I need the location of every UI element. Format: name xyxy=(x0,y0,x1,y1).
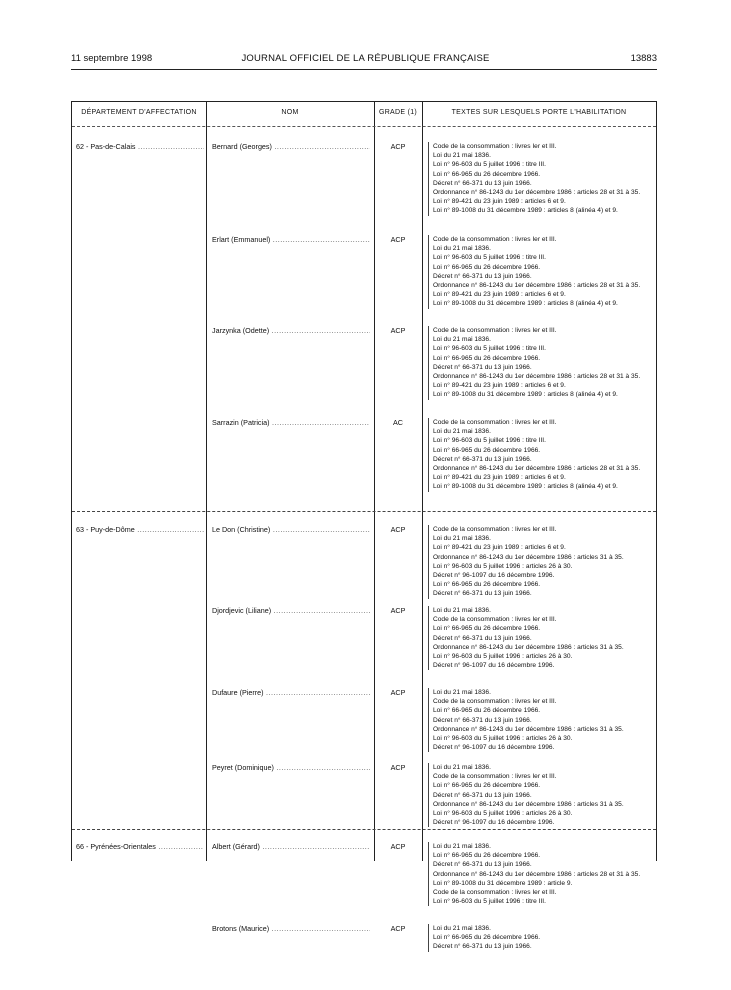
habilitation-text-line: Loi n° 96-603 du 5 juillet 1996 : titre III. xyxy=(433,898,546,906)
agent-name: Brotons (Maurice) ..... xyxy=(212,924,370,933)
habilitation-text-line: Loi du 21 mai 1836. xyxy=(433,925,491,932)
departement-label: 62 - Pas-de-Calais ..... xyxy=(76,142,204,151)
habilitation-text-line: Loi n° 96-603 du 5 juillet 1996 : titre III. xyxy=(433,437,546,445)
habilitation-texts xyxy=(428,326,655,400)
habilitation-text-line: Ordonnance n° 86-1243 du 1er décembre 1986 : articles 31 à 35. xyxy=(433,553,624,561)
habilitation-text-line: Loi n° 89-421 du 23 juin 1989 : articles 6 et 9. xyxy=(433,198,566,206)
habilitation-text-line: Loi du 21 mai 1836. xyxy=(433,607,491,614)
habilitation-text-line: Loi n° 66-965 du 26 décembre 1966. xyxy=(433,446,541,454)
habilitation-text-line: Loi n° 96-603 du 5 juillet 1996 : titre III. xyxy=(433,161,546,169)
section-separator xyxy=(72,511,656,512)
habilitation-text-line: Loi du 21 mai 1836. xyxy=(433,689,491,696)
habilitation-text-line: Loi n° 96-603 du 5 juillet 1996 : articles 26 à 30. xyxy=(433,653,573,661)
agent-grade: ACP xyxy=(390,924,406,933)
habilitation-text-line: Décret n° 66-371 du 13 juin 1966. xyxy=(433,363,532,371)
habilitation-text-line: Loi n° 66-965 du 26 décembre 1966. xyxy=(433,934,541,942)
habilitation-table xyxy=(71,101,657,951)
habilitation-text-line: Décret n° 66-371 du 13 juin 1966. xyxy=(433,634,532,642)
habilitation-text-line: Loi n° 89-421 du 23 juin 1989 : articles 6 et 9. xyxy=(433,474,566,482)
departement-label: 63 - Puy-de-Dôme ..... xyxy=(76,525,204,534)
habilitation-text-line: Loi n° 66-965 du 26 décembre 1966. xyxy=(433,170,541,178)
departement-label: 66 - Pyrénées-Orientales ..... xyxy=(76,842,204,851)
column-divider xyxy=(422,101,423,861)
habilitation-text-line: Code de la consommation : livres Ier et III. xyxy=(433,327,557,334)
agent-name: Erlart (Emmanuel) ..... xyxy=(212,235,370,244)
habilitation-text-line: Code de la consommation : livres Ier et III. xyxy=(433,419,557,426)
habilitation-text-line: Loi du 21 mai 1836. xyxy=(433,428,491,436)
habilitation-text-line: Loi n° 66-965 du 26 décembre 1966. xyxy=(433,782,541,790)
column-header-departement: DÉPARTEMENT D'AFFECTATION xyxy=(81,109,197,116)
habilitation-text-line: Décret n° 66-371 du 13 juin 1966. xyxy=(433,943,532,951)
habilitation-text-line: Ordonnance n° 86-1243 du 1er décembre 1986 : articles 28 et 31 à 35. xyxy=(433,465,641,473)
header-separator xyxy=(72,126,656,127)
header-title: JOURNAL OFFICIEL DE LA RÉPUBLIQUE FRANÇAISE xyxy=(241,53,490,64)
habilitation-text-line: Code de la consommation : livres Ier et III. xyxy=(433,236,557,243)
habilitation-text-line: Code de la consommation : livres Ier et III. xyxy=(433,143,557,150)
habilitation-text-line: Ordonnance n° 86-1243 du 1er décembre 1986 : articles 31 à 35. xyxy=(433,800,624,808)
agent-name: Bernard (Georges) ..... xyxy=(212,142,370,151)
habilitation-texts xyxy=(428,418,655,492)
habilitation-text-line: Ordonnance n° 86-1243 du 1er décembre 1986 : articles 31 à 35. xyxy=(433,643,624,651)
habilitation-text-line: Loi n° 66-965 du 26 décembre 1966. xyxy=(433,852,541,860)
habilitation-text-line: Loi n° 89-1008 du 31 décembre 1989 : articles 8 (alinéa 4) et 9. xyxy=(433,300,618,308)
habilitation-text-line: Loi du 21 mai 1836. xyxy=(433,336,491,344)
column-divider xyxy=(374,101,375,861)
habilitation-text-line: Loi n° 89-1008 du 31 décembre 1989 : article 9. xyxy=(433,879,573,887)
habilitation-text-line: Ordonnance n° 86-1243 du 1er décembre 1986 : articles 31 à 35. xyxy=(433,725,624,733)
habilitation-texts xyxy=(428,688,655,752)
habilitation-text-line: Décret n° 66-371 du 13 juin 1966. xyxy=(433,716,532,724)
agent-grade: ACP xyxy=(390,326,406,335)
habilitation-text-line: Code de la consommation : livres Ier et III. xyxy=(433,698,557,706)
habilitation-text-line: Code de la consommation : livres Ier et III. xyxy=(433,773,557,781)
habilitation-texts xyxy=(428,235,655,309)
habilitation-text-line: Décret n° 96-1097 du 16 décembre 1996. xyxy=(433,662,555,670)
habilitation-text-line: Décret n° 66-371 du 13 juin 1966. xyxy=(433,272,532,280)
habilitation-text-line: Ordonnance n° 86-1243 du 1er décembre 1986 : articles 28 et 31 à 35. xyxy=(433,282,641,290)
agent-grade: ACP xyxy=(390,688,406,697)
table-top-rule xyxy=(72,101,656,102)
agent-grade: ACP xyxy=(390,142,406,151)
habilitation-text-line: Loi n° 89-421 du 23 juin 1989 : articles 6 et 9. xyxy=(433,544,566,552)
habilitation-text-line: Loi n° 66-965 du 26 décembre 1966. xyxy=(433,581,541,589)
agent-name: Le Don (Christine) ..... xyxy=(212,525,370,534)
habilitation-text-line: Loi n° 89-421 du 23 juin 1989 : articles 6 et 9. xyxy=(433,382,566,390)
column-divider xyxy=(206,101,207,861)
habilitation-text-line: Loi n° 96-603 du 5 juillet 1996 : titre III. xyxy=(433,345,546,353)
habilitation-text-line: Décret n° 66-371 du 13 juin 1966. xyxy=(433,179,532,187)
header-page-number: 13883 xyxy=(630,53,657,64)
habilitation-text-line: Décret n° 66-371 du 13 juin 1966. xyxy=(433,455,532,463)
habilitation-text-line: Loi n° 89-1008 du 31 décembre 1989 : articles 8 (alinéa 4) et 9. xyxy=(433,483,618,491)
agent-name: Albert (Gérard) ..... xyxy=(212,842,370,851)
habilitation-text-line: Loi n° 66-965 du 26 décembre 1966. xyxy=(433,354,541,362)
agent-name: Peyret (Dominique) ..... xyxy=(212,763,370,772)
habilitation-text-line: Loi n° 96-603 du 5 juillet 1996 : titre III. xyxy=(433,254,546,262)
habilitation-text-line: Décret n° 96-1097 du 16 décembre 1996. xyxy=(433,819,555,827)
agent-name: Djordjevic (Liliane) ..... xyxy=(212,606,370,615)
habilitation-texts xyxy=(428,142,655,216)
habilitation-text-line: Loi n° 96-603 du 5 juillet 1996 : articles 26 à 30. xyxy=(433,562,573,570)
column-header-nom: NOM xyxy=(281,109,299,116)
habilitation-text-line: Loi n° 66-965 du 26 décembre 1966. xyxy=(433,707,541,715)
agent-name: Jarzynka (Odette) ..... xyxy=(212,326,370,335)
habilitation-text-line: Loi n° 96-603 du 5 juillet 1996 : articles 26 à 30. xyxy=(433,810,573,818)
agent-name: Sarrazin (Patricia) ..... xyxy=(212,418,370,427)
habilitation-texts xyxy=(428,606,655,670)
header-rule xyxy=(71,69,657,70)
habilitation-text-line: Loi n° 89-421 du 23 juin 1989 : articles 6 et 9. xyxy=(433,291,566,299)
habilitation-text-line: Code de la consommation : livres Ier et III. xyxy=(433,526,557,533)
habilitation-text-line: Loi du 21 mai 1836. xyxy=(433,843,491,850)
habilitation-text-line: Décret n° 66-371 du 13 juin 1966. xyxy=(433,791,532,799)
habilitation-text-line: Décret n° 66-371 du 13 juin 1966. xyxy=(433,861,532,869)
agent-grade: ACP xyxy=(390,525,406,534)
agent-grade: ACP xyxy=(390,842,406,851)
agent-grade: ACP xyxy=(390,606,406,615)
habilitation-text-line: Loi du 21 mai 1836. xyxy=(433,245,491,253)
agent-grade: AC xyxy=(393,418,403,427)
habilitation-text-line: Décret n° 96-1097 du 16 décembre 1996. xyxy=(433,572,555,580)
agent-name: Dufaure (Pierre) ..... xyxy=(212,688,370,697)
habilitation-text-line: Ordonnance n° 86-1243 du 1er décembre 1986 : articles 28 et 31 à 35. xyxy=(433,373,641,381)
agent-grade: ACP xyxy=(390,763,406,772)
habilitation-text-line: Décret n° 66-371 du 13 juin 1966. xyxy=(433,590,532,598)
habilitation-texts xyxy=(428,842,655,906)
habilitation-text-line: Code de la consommation : livres Ier et III. xyxy=(433,889,557,897)
habilitation-text-line: Ordonnance n° 86-1243 du 1er décembre 1986 : articles 28 et 31 à 35. xyxy=(433,870,641,878)
column-header-textes: TEXTES SUR LESQUELS PORTE L'HABILITATION xyxy=(451,109,627,116)
column-header-grade: GRADE (1) xyxy=(378,109,418,116)
habilitation-text-line: Loi n° 96-603 du 5 juillet 1996 : articles 26 à 30. xyxy=(433,735,573,743)
habilitation-text-line: Loi n° 66-965 du 26 décembre 1966. xyxy=(433,625,541,633)
habilitation-text-line: Décret n° 96-1097 du 16 décembre 1996. xyxy=(433,744,555,752)
habilitation-text-line: Ordonnance n° 86-1243 du 1er décembre 1986 : articles 28 et 31 à 35. xyxy=(433,189,641,197)
habilitation-texts xyxy=(428,525,655,599)
header-date: 11 septembre 1998 xyxy=(71,53,153,64)
habilitation-text-line: Loi du 21 mai 1836. xyxy=(433,764,491,771)
habilitation-text-line: Loi du 21 mai 1836. xyxy=(433,535,491,543)
habilitation-texts xyxy=(428,924,655,952)
habilitation-texts xyxy=(428,763,655,827)
habilitation-text-line: Code de la consommation : livres Ier et III. xyxy=(433,616,557,624)
page-header xyxy=(0,53,731,67)
section-separator xyxy=(72,829,656,830)
habilitation-text-line: Loi n° 89-1008 du 31 décembre 1989 : articles 8 (alinéa 4) et 9. xyxy=(433,207,618,215)
habilitation-text-line: Loi du 21 mai 1836. xyxy=(433,152,491,160)
habilitation-text-line: Loi n° 66-965 du 26 décembre 1966. xyxy=(433,263,541,271)
agent-grade: ACP xyxy=(390,235,406,244)
habilitation-text-line: Loi n° 89-1008 du 31 décembre 1989 : articles 8 (alinéa 4) et 9. xyxy=(433,391,618,399)
